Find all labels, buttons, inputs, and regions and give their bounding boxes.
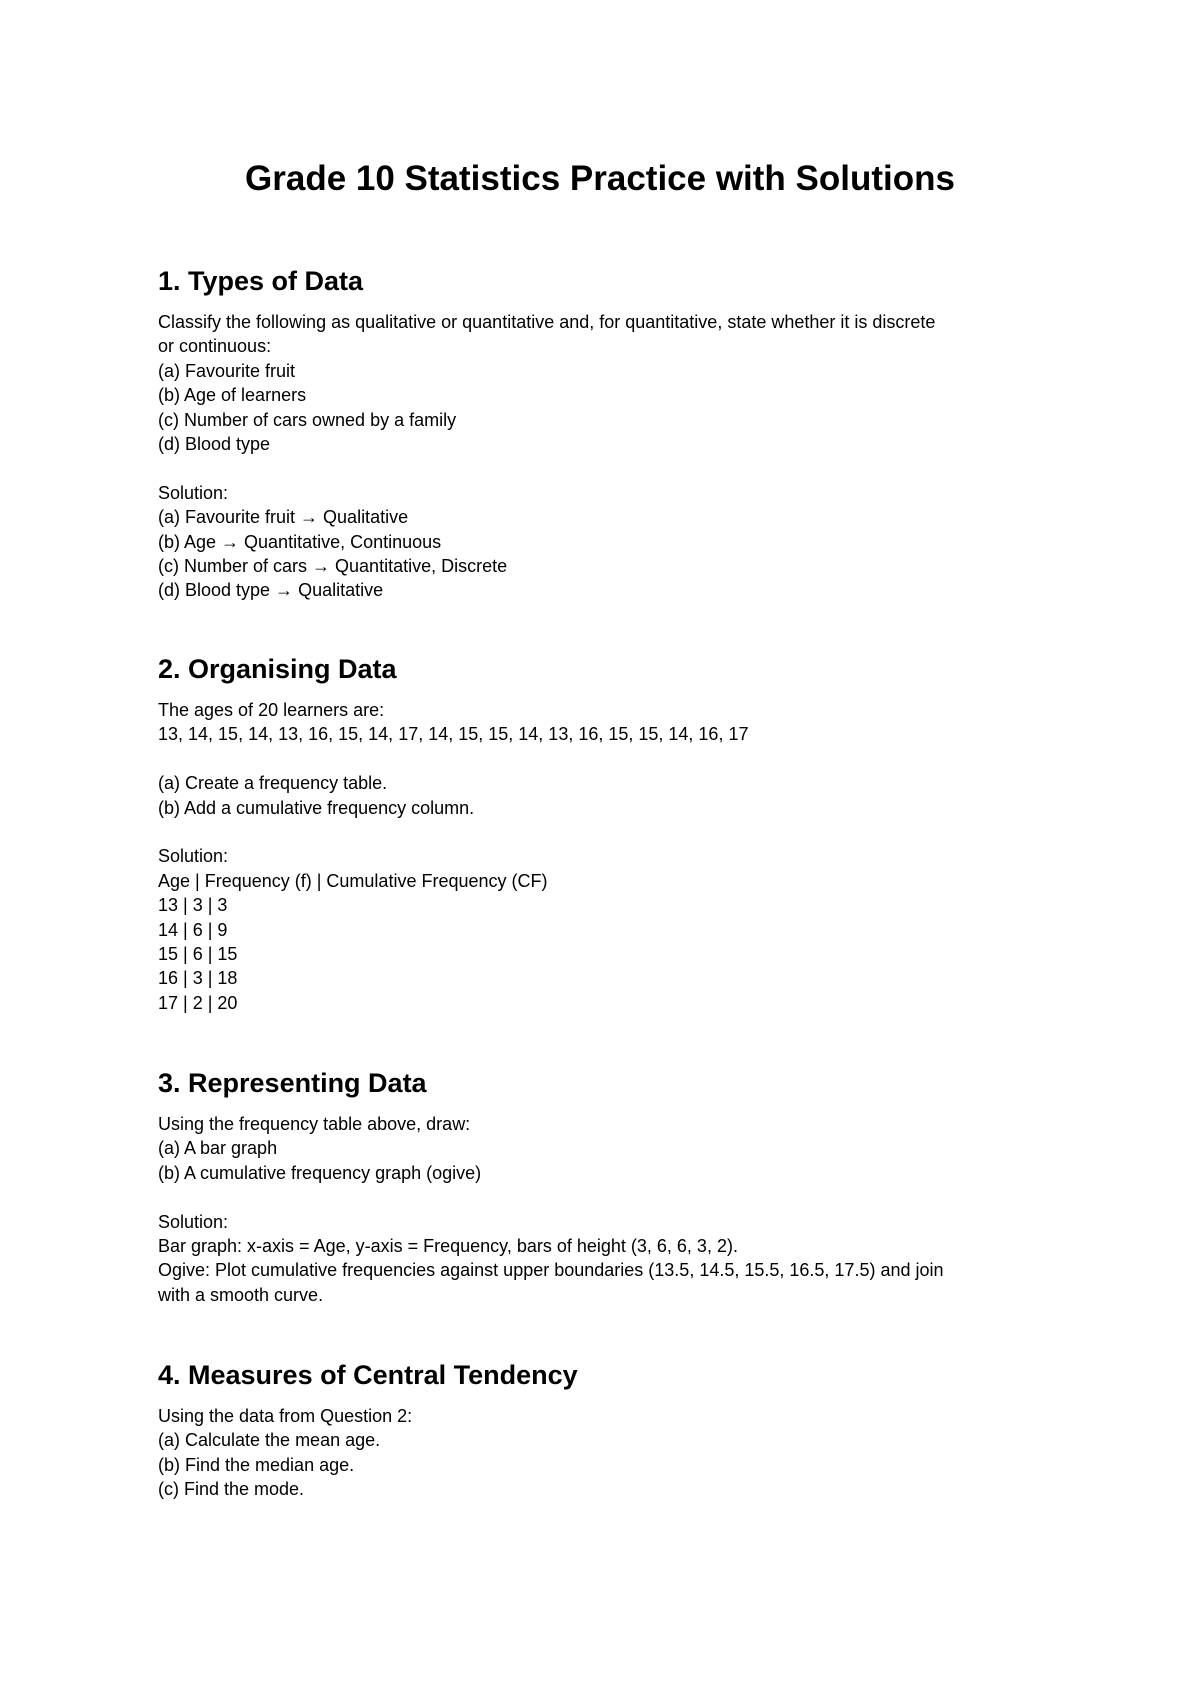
task-line: (a) Create a frequency table. [158, 773, 388, 794]
section-heading: 4. Measures of Central Tendency [158, 1360, 578, 1390]
spacer [158, 747, 1058, 771]
section-heading: 3. Representing Data [158, 1068, 427, 1098]
document-title: Grade 10 Statistics Practice with Solutions [245, 159, 955, 198]
question-line: The ages of 20 learners are: [158, 700, 385, 720]
section-central-tendency [158, 1358, 1058, 1502]
section-organising-data [158, 652, 1058, 1015]
question-line: Using the data from Question 2: [158, 1406, 413, 1426]
solution-line: 16 | 3 | 18 [158, 968, 238, 989]
solution-line: Age | Frequency (f) | Cumulative Frequency (CF) [158, 870, 548, 891]
spacer [158, 456, 1058, 480]
solution-line: (b) Age → Quantitative, Continuous [158, 531, 442, 552]
solution-line: (c) Number of cars → Quantitative, Discrete [158, 556, 508, 577]
question-line: (c) Number of cars owned by a family [158, 409, 457, 430]
question-line: 13, 14, 15, 14, 13, 16, 15, 14, 17, 14, 15, 15, 14, 13, 16, 15, 15, 14, 16, 17 [158, 724, 749, 745]
solution-line: Bar graph: x-axis = Age, y-axis = Frequency, bars of height (3, 6, 6, 3, 2). [158, 1236, 738, 1257]
solution-label: Solution: [158, 846, 229, 867]
question-line: or continuous: [158, 336, 272, 357]
solution-line: Ogive: Plot cumulative frequencies against upper boundaries (13.5, 14.5, 15.5, 16.5, 17.5) and join [158, 1260, 944, 1281]
solution-line: 13 | 3 | 3 [158, 895, 228, 916]
solution-line: (d) Blood type → Qualitative [158, 580, 384, 601]
spacer [158, 820, 1058, 844]
section-types-of-data [158, 264, 1058, 603]
question-line: (a) Calculate the mean age. [158, 1430, 381, 1451]
question-line: (a) Favourite fruit [158, 360, 296, 381]
question-line: (c) Find the mode. [158, 1479, 305, 1500]
question-line: (a) A bar graph [158, 1138, 278, 1159]
question-line: (d) Blood type [158, 434, 271, 455]
section-representing-data [158, 1066, 1058, 1307]
question-line: (b) A cumulative frequency graph (ogive) [158, 1162, 482, 1183]
question-line: (b) Age of learners [158, 385, 307, 406]
solution-line: with a smooth curve. [158, 1284, 324, 1305]
question-line: (b) Find the median age. [158, 1454, 355, 1475]
solution-line: 17 | 2 | 20 [158, 992, 238, 1013]
question-line: Using the frequency table above, draw: [158, 1114, 471, 1134]
question-line: Classify the following as qualitative or quantitative and, for quantitative, state whether it is discrete [158, 312, 936, 332]
solution-line: 15 | 6 | 15 [158, 944, 238, 965]
solution-label: Solution: [158, 482, 229, 503]
section-heading: 1. Types of Data [158, 266, 364, 296]
spacer [158, 1185, 1058, 1209]
task-line: (b) Add a cumulative frequency column. [158, 797, 475, 818]
solution-line: 14 | 6 | 9 [158, 919, 228, 940]
solution-line: (a) Favourite fruit → Qualitative [158, 507, 409, 528]
section-heading: 2. Organising Data [158, 654, 397, 684]
solution-label: Solution: [158, 1211, 229, 1232]
